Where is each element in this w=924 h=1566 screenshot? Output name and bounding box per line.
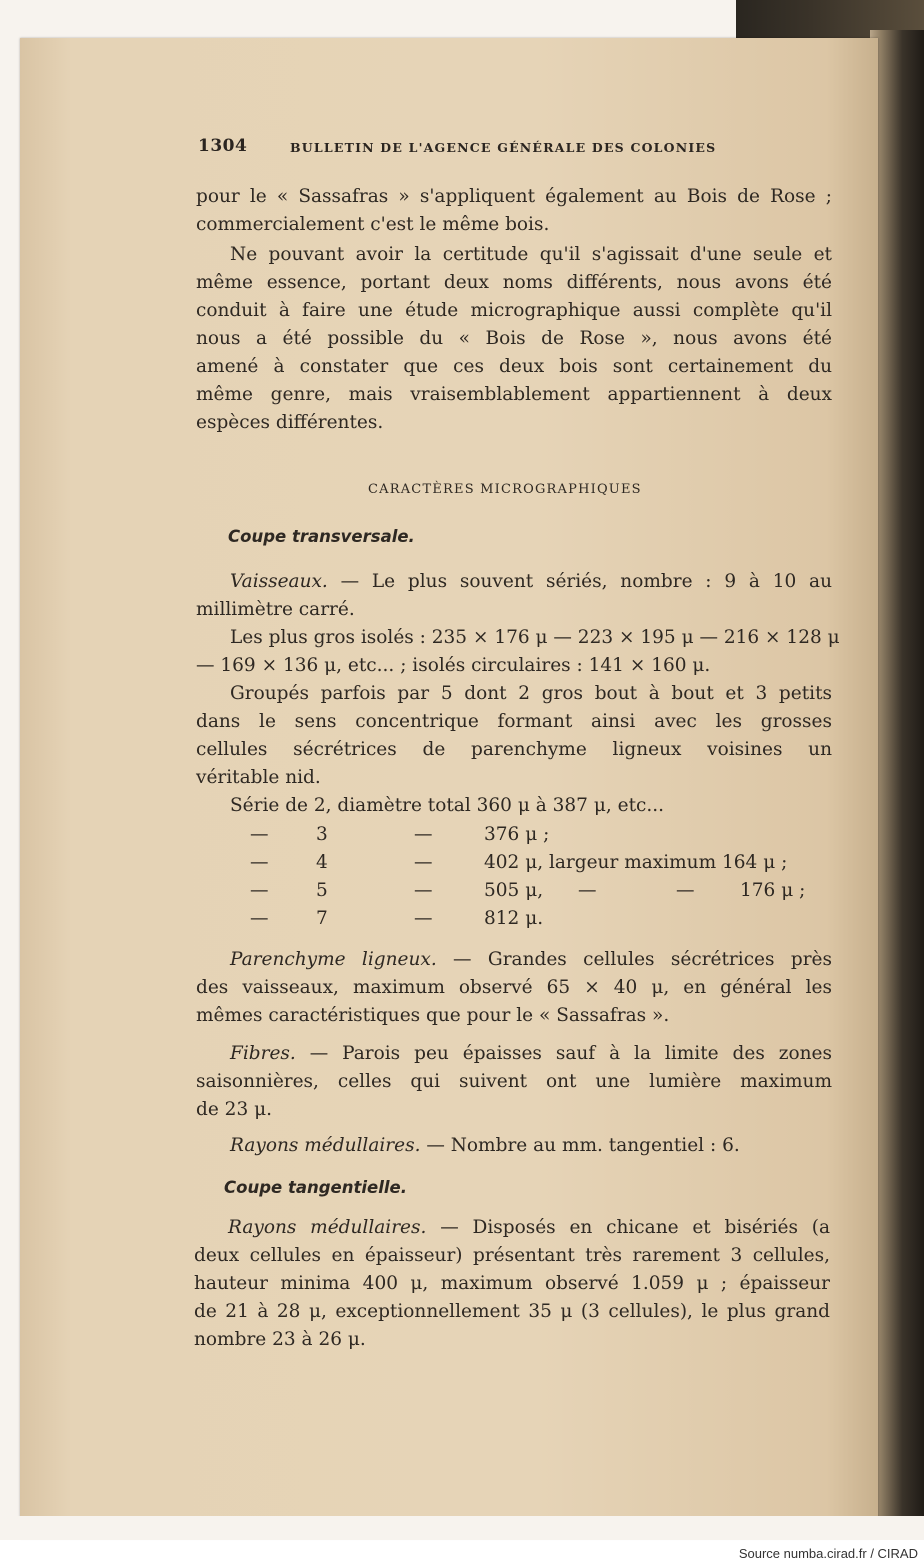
text-line: Groupés parfois par 5 dont 2 gros bout à bout et 3 petits <box>230 683 832 704</box>
text-span: — Parois peu épaisses sauf à la limite des zones <box>295 1043 832 1064</box>
text-line: — 169 × 136 μ, etc... ; isolés circulaires : 141 × 160 μ. <box>196 655 711 676</box>
text-line: Les plus gros isolés : 235 × 176 μ — 223 × 195 μ — 216 × 128 μ <box>230 627 840 648</box>
table-cell: 5 <box>316 880 328 901</box>
text-line: nombre 23 à 26 μ. <box>194 1329 366 1350</box>
text-line: mêmes caractéristiques que pour le « Sassafras ». <box>196 1005 670 1026</box>
table-cell: — <box>250 908 269 929</box>
table-cell: — <box>250 852 269 873</box>
text-line <box>230 568 832 596</box>
source-caption: Source numba.cirad.fr / CIRAD <box>738 1546 918 1561</box>
table-cell: — <box>250 880 269 901</box>
text-line: de 21 à 28 μ, exceptionnellement 35 μ (3 cellules), le plus grand <box>194 1301 830 1322</box>
text-line: commercialement c'est le même bois. <box>196 214 550 235</box>
table-cell: 7 <box>316 908 328 929</box>
running-title: BULLETIN DE L'AGENCE GÉNÉRALE DES COLONIES <box>290 140 717 155</box>
table-cell: — <box>414 852 433 873</box>
table-cell: 3 <box>316 824 328 845</box>
vaisseaux-label: Vaisseaux. <box>230 571 328 592</box>
table-cell: 376 μ ; <box>484 824 550 845</box>
text-span: — Disposés en chicane et bisériés (a <box>426 1217 830 1238</box>
table-cell: — <box>414 824 433 845</box>
text-line <box>230 1132 832 1160</box>
text-line <box>230 946 832 974</box>
text-line: millimètre carré. <box>196 599 355 620</box>
text-line: pour le « Sassafras » s'appliquent également au Bois de Rose ; <box>196 186 832 207</box>
table-cell: 176 μ ; <box>740 880 806 901</box>
text-line: deux cellules en épaisseur) présentant très rarement 3 cellules, <box>194 1245 830 1266</box>
text-line <box>228 1214 830 1242</box>
text-line: même genre, mais vraisemblablement appartiennent à deux <box>196 384 832 405</box>
text-line <box>230 1040 832 1068</box>
parenchyme-label: Parenchyme ligneux. <box>230 949 437 970</box>
table-cell: — <box>250 824 269 845</box>
text-line: de 23 μ. <box>196 1099 272 1120</box>
text-line: Ne pouvant avoir la certitude qu'il s'agissait d'une seule et <box>230 244 832 265</box>
bottom-margin <box>0 1516 924 1540</box>
table-cell: 505 μ, <box>484 880 544 901</box>
text-line: dans le sens concentrique formant ainsi avec les grosses <box>196 711 832 732</box>
text-line: Série de 2, diamètre total 360 μ à 387 μ, etc... <box>230 795 665 816</box>
table-cell: — <box>578 880 597 901</box>
table-cell: 812 μ. <box>484 908 544 929</box>
text-line: saisonnières, celles qui suivent ont une lumière maximum <box>196 1071 832 1092</box>
text-span: — Le plus souvent sériés, nombre : 9 à 10 au <box>327 571 832 592</box>
text-line: cellules sécrétrices de parenchyme ligneux voisines un <box>196 739 832 760</box>
rayons-label: Rayons médullaires. <box>230 1135 421 1156</box>
page-number: 1304 <box>198 136 248 156</box>
table-cell: 402 μ, largeur maximum 164 μ ; <box>484 852 788 873</box>
rayons-label: Rayons médullaires. <box>228 1217 427 1238</box>
text-line: amené à constater que ces deux bois sont certainement du <box>196 356 832 377</box>
text-line: même essence, portant deux noms différents, nous avons été <box>196 272 832 293</box>
text-line: hauteur minima 400 μ, maximum observé 1.059 μ ; épaisseur <box>194 1273 830 1294</box>
fibres-label: Fibres. <box>230 1043 296 1064</box>
coupe-transversale-title: Coupe transversale. <box>228 527 415 546</box>
coupe-tangentielle-title: Coupe tangentielle. <box>224 1178 407 1197</box>
text-span: — Nombre au mm. tangentiel : 6. <box>420 1135 740 1156</box>
table-cell: — <box>676 880 695 901</box>
text-line: nous a été possible du « Bois de Rose », nous avons été <box>196 328 832 349</box>
section-heading: CARACTÈRES MICROGRAPHIQUES <box>368 482 642 497</box>
table-cell: — <box>414 908 433 929</box>
table-cell: 4 <box>316 852 328 873</box>
text-line: des vaisseaux, maximum observé 65 × 40 μ, en général les <box>196 977 832 998</box>
text-line: conduit à faire une étude micrographique aussi complète qu'il <box>196 300 832 321</box>
book-spine-edge <box>870 30 924 1540</box>
page-header <box>198 136 838 160</box>
text-line: espèces différentes. <box>196 412 384 433</box>
text-line: véritable nid. <box>196 767 321 788</box>
table-cell: — <box>414 880 433 901</box>
text-span: — Grandes cellules sécrétrices près <box>436 949 832 970</box>
